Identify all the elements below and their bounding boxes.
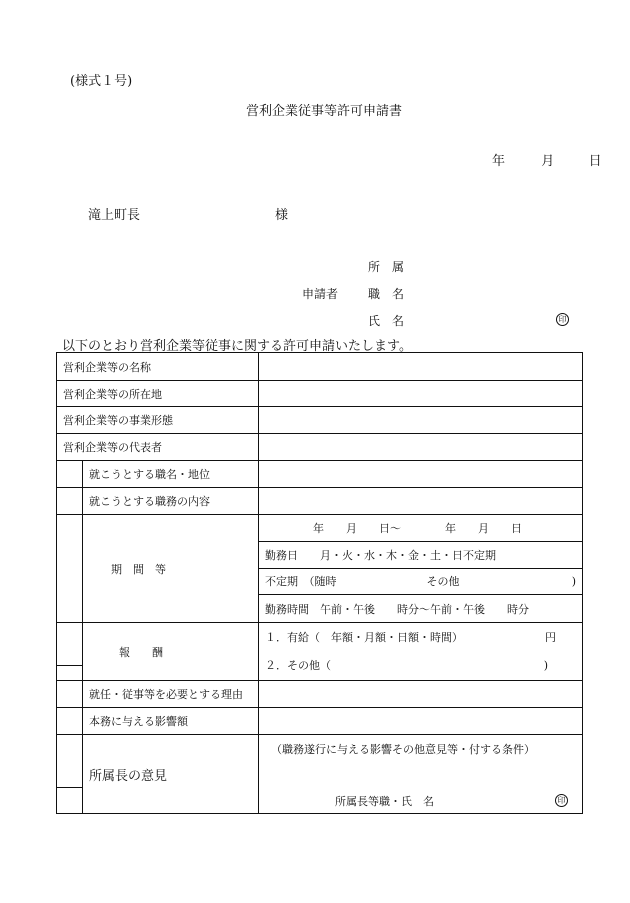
label-job-title: 就こうとする職名・地位 bbox=[83, 461, 259, 488]
label-period: 期 間 等 bbox=[83, 515, 259, 623]
blank-cell bbox=[57, 488, 83, 515]
row-period bbox=[57, 515, 583, 623]
blank-cell bbox=[57, 681, 83, 708]
label-company-name: 営利企業等の名称 bbox=[57, 353, 259, 381]
field-business-type[interactable] bbox=[259, 407, 583, 434]
period-workdays[interactable]: 勤務日 月・火・水・木・金・土・日不定期 bbox=[259, 542, 582, 569]
opinion-signature: 所属長等職・氏 名 bbox=[335, 795, 434, 808]
date-day: 日 bbox=[588, 154, 602, 169]
application-form-table bbox=[56, 352, 583, 814]
label-impact: 本務に与える影響額 bbox=[83, 708, 259, 735]
addressee-name: 滝上町長 bbox=[88, 208, 141, 223]
reward-line-2[interactable]: ２．その他（ ) bbox=[265, 658, 548, 672]
date-month: 月 bbox=[541, 154, 555, 169]
field-impact[interactable] bbox=[259, 708, 583, 735]
field-company-address[interactable] bbox=[259, 381, 583, 407]
form-number: (様式１号) bbox=[70, 74, 133, 89]
field-representative[interactable] bbox=[259, 434, 583, 461]
period-irregular[interactable]: 不定期 （随時 その他 ) bbox=[265, 574, 576, 589]
applicant-position: 職 名 bbox=[368, 287, 405, 301]
row-job-content bbox=[57, 488, 583, 515]
applicant-name: 氏 名 bbox=[368, 314, 405, 328]
row-reward bbox=[57, 623, 583, 681]
row-company-name bbox=[57, 353, 583, 381]
label-reward: 報 酬 bbox=[83, 623, 259, 681]
label-business-type: 営利企業等の事業形態 bbox=[57, 407, 259, 434]
field-reason[interactable] bbox=[259, 681, 583, 708]
row-representative bbox=[57, 434, 583, 461]
row-job-title bbox=[57, 461, 583, 488]
label-company-address: 営利企業等の所在地 bbox=[57, 381, 259, 407]
applicant-seal-icon: 印 bbox=[556, 313, 569, 326]
row-reason bbox=[57, 681, 583, 708]
row-director-opinion bbox=[57, 735, 583, 814]
applicant-group-label: 申請者 bbox=[302, 287, 339, 301]
opinion-note: （職務遂行に与える影響その他意見等・付する条件） bbox=[271, 743, 535, 756]
field-job-content[interactable] bbox=[259, 488, 583, 515]
field-company-name[interactable] bbox=[259, 353, 583, 381]
date-line bbox=[492, 150, 602, 169]
applicant-affiliation: 所 属 bbox=[368, 260, 405, 274]
reward-line-1[interactable]: １．有給（ 年額・月額・日額・時間） 円 bbox=[265, 631, 556, 644]
field-period bbox=[259, 515, 583, 623]
field-job-title[interactable] bbox=[259, 461, 583, 488]
label-reason: 就任・従事等を必要とする理由 bbox=[83, 681, 259, 708]
field-director-opinion[interactable] bbox=[259, 735, 583, 814]
row-impact bbox=[57, 708, 583, 735]
period-range[interactable]: 年 月 日～ 年 月 日 bbox=[259, 515, 582, 542]
field-reward bbox=[259, 623, 583, 681]
label-representative: 営利企業等の代表者 bbox=[57, 434, 259, 461]
period-hours[interactable]: 勤務時間 午前・午後 時分～午前・午後 時分 bbox=[259, 594, 582, 622]
intro-text: 以下のとおり営利企業等従事に関する許可申請いたします。 bbox=[62, 339, 412, 354]
document-title: 営利企業従事等許可申請書 bbox=[246, 104, 403, 119]
label-job-content: 就こうとする職務の内容 bbox=[83, 488, 259, 515]
row-company-address bbox=[57, 381, 583, 407]
blank-cell bbox=[57, 515, 83, 623]
blank-cell bbox=[57, 735, 83, 814]
blank-cell bbox=[57, 623, 83, 681]
addressee-honorific: 様 bbox=[275, 208, 289, 223]
row-business-type bbox=[57, 407, 583, 434]
blank-cell bbox=[57, 708, 83, 735]
opinion-seal-icon: 印 bbox=[555, 794, 568, 807]
label-director-opinion: 所属長の意見 bbox=[83, 735, 259, 814]
date-year: 年 bbox=[492, 154, 506, 169]
blank-cell bbox=[57, 461, 83, 488]
